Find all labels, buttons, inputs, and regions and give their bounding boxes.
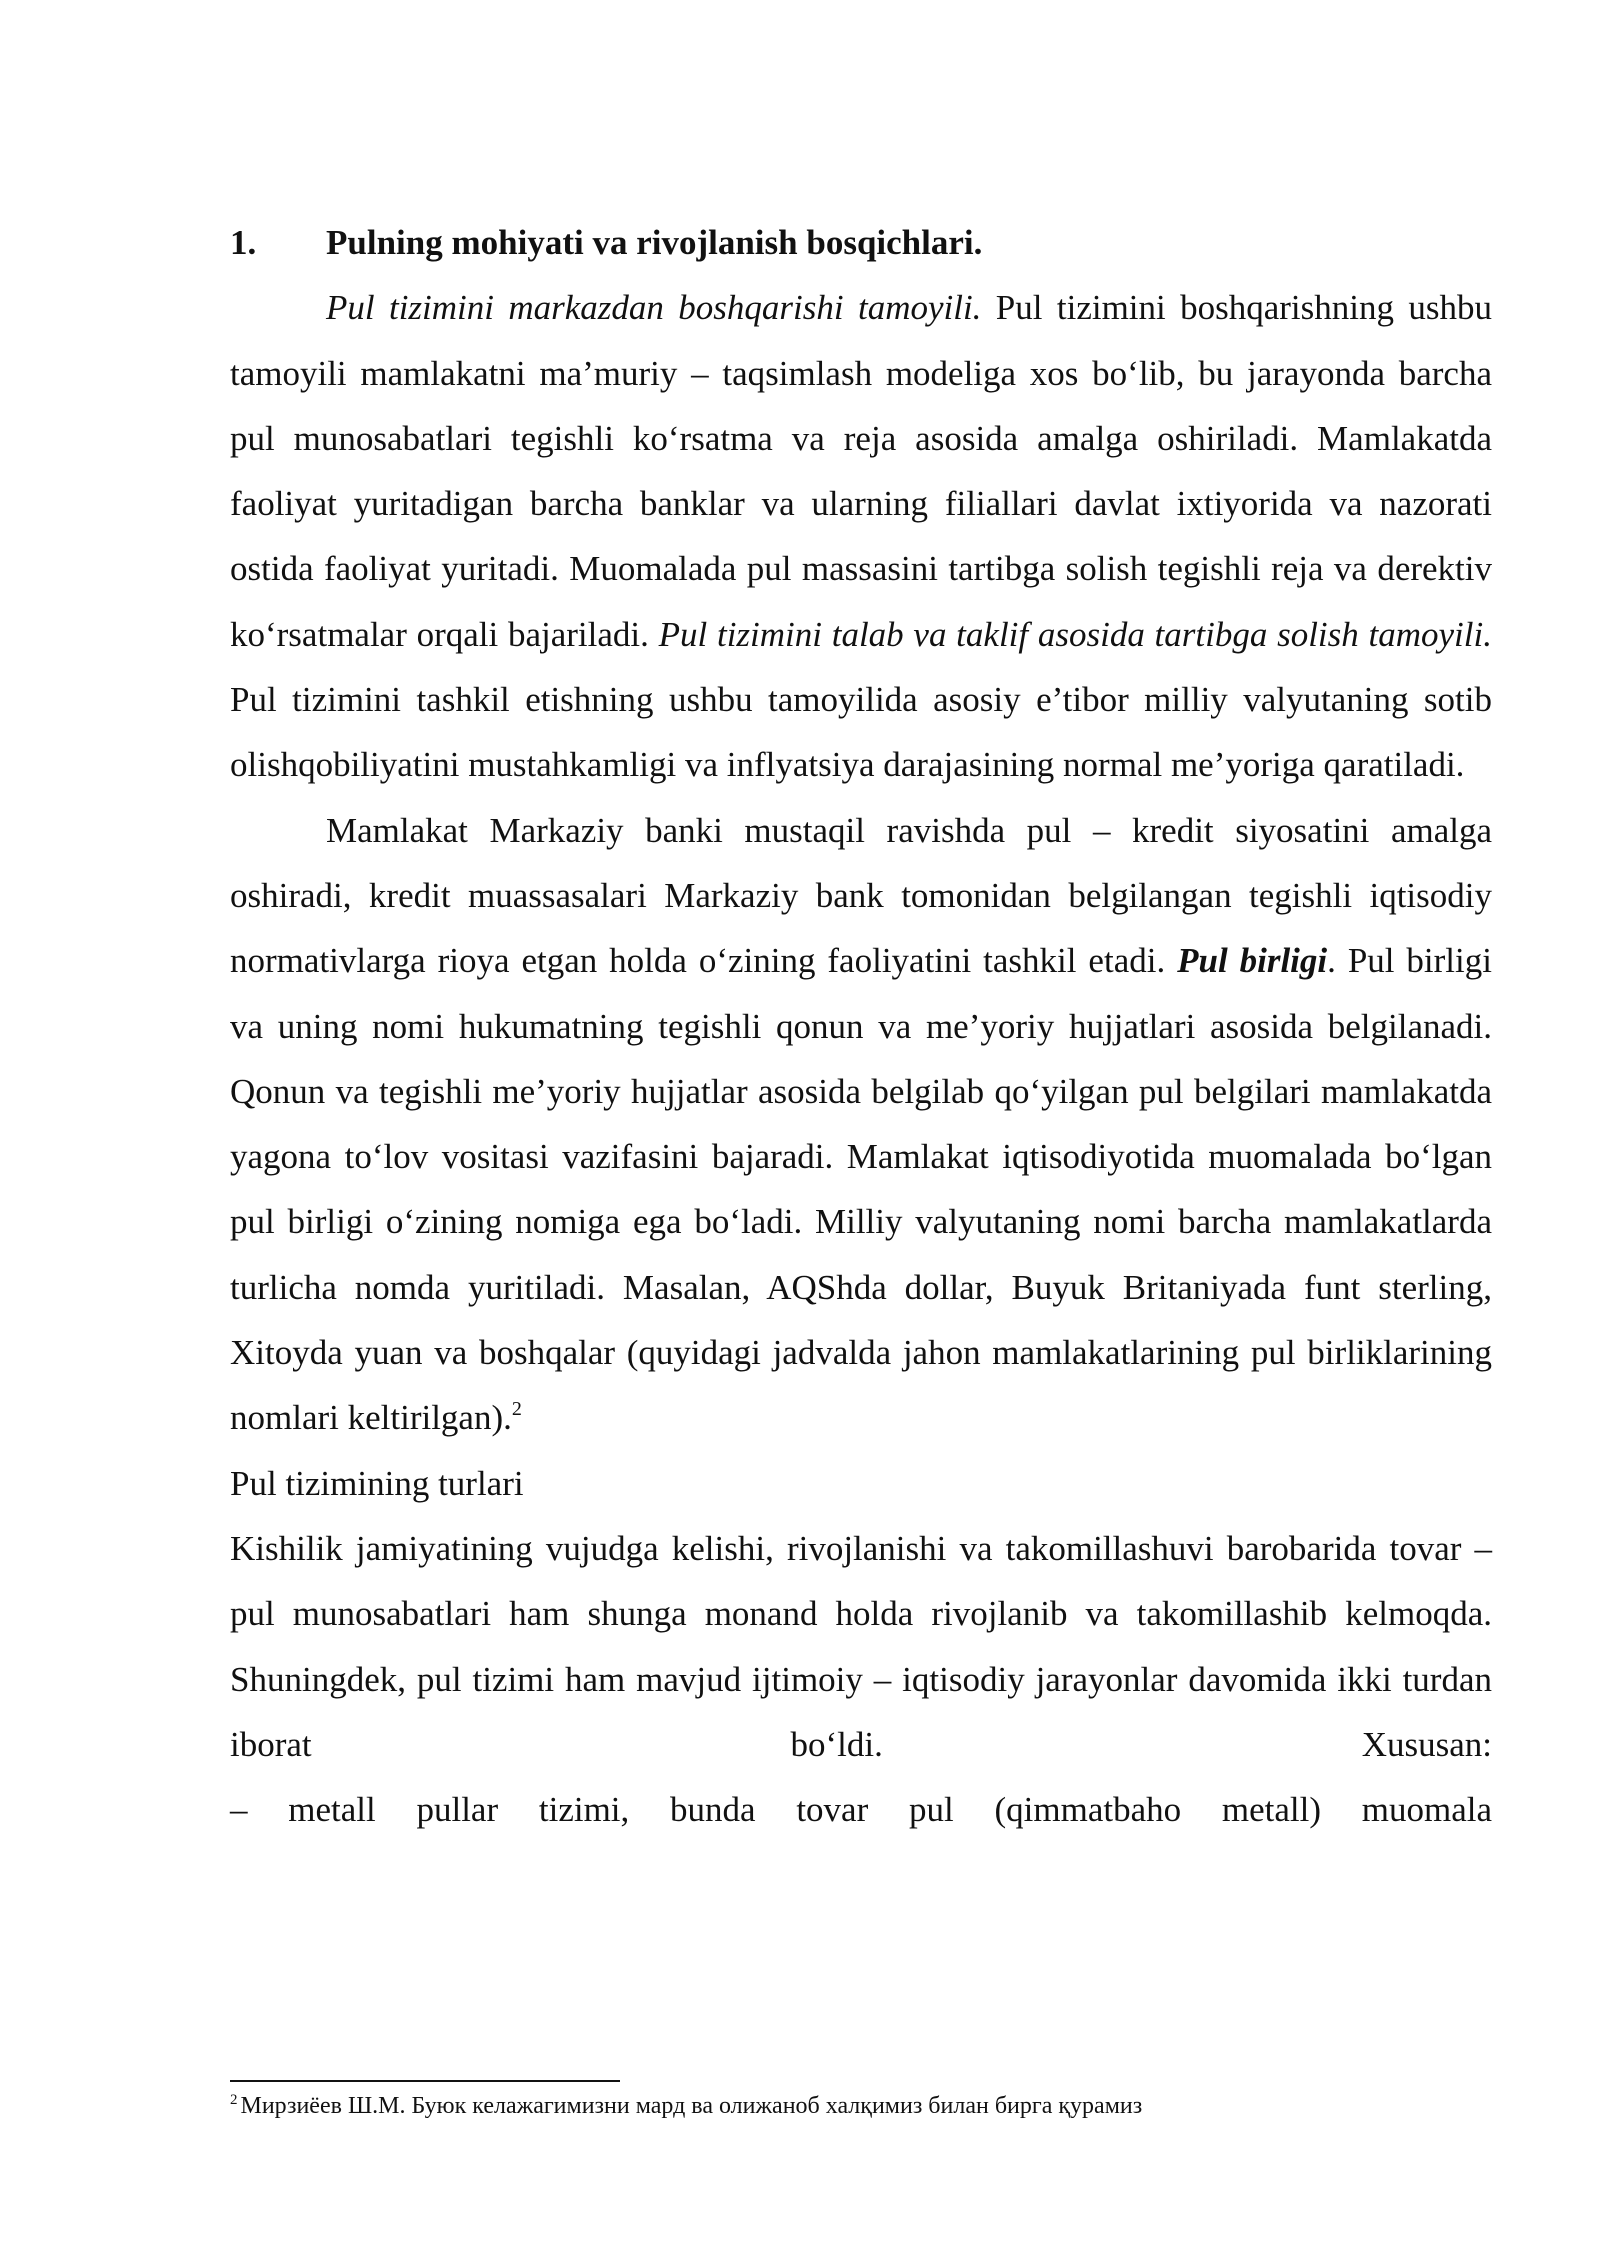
paragraph-principles-text-1: Pul tizimini boshqarishning ushbu tamoyili mamlakatni ma’muriy – taqsimlash modeliga xos bo‘lib, bu jarayonda barcha pul munosabatlari tegishli ko‘rsatma va reja asosida amalga oshiriladi. Mamlakatda faoliyat yuritadigan barcha banklar va ularning filiallari davlat ixtiyorida va nazorati ostida faoliyat yuritadi. Muomalada pul massasini tartibga solish tegishli reja va derektiv ko‘rsatmalar orqali bajariladi. bbox=[230, 288, 1492, 654]
footnote-text: Мирзиёев Ш.М. Буюк келажагимизни мард ва олижаноб халқимиз билан бирга қурамиз bbox=[240, 2093, 1143, 2119]
footnote-separator bbox=[230, 2080, 620, 2082]
paragraph-principles-text-2: Pul tizimini tashkil etishning ushbu tamoyilida asosiy e’tibor milliy valyutaning sotib olishqobiliyatini mustahkamligi va inflyatsiya darajasining normal me’yoriga qaratiladi. bbox=[230, 680, 1492, 785]
principle-central-management-title: Pul tizimini markazdan boshqarishi tamoyili. bbox=[326, 288, 982, 328]
footnote-number: 2 bbox=[230, 2092, 238, 2108]
principle-supply-demand-title: Pul tizimini talab va taklif asosida tartibga solish tamoyili. bbox=[658, 614, 1492, 654]
section-title: Pulning mohiyati va rivojlanish bosqichlari. bbox=[326, 223, 983, 262]
section-number: 1. bbox=[230, 223, 257, 262]
paragraph-monetary-unit-text-2: . Pul birligi va uning nomi hukumatning tegishli qonun va me’yoriy hujjatlari asosida belgilanadi. Qonun va tegishli me’yoriy hujjatlar asosida belgilab qo‘yilgan pul belgilari mamlakatda yagona to‘lov vositasi vazifasini bajaradi. Mamlakat iqtisodiyotida muomalada bo‘lgan pul birligi o‘zining nomiga ega bo‘ladi. Milliy valyutaning nomi barcha mamlakatlarda turlicha nomda yuritiladi. Masalan, AQShda dollar, Buyuk Britaniyada funt sterling, Xitoyda yuan va boshqalar (quyidagi jadvalda jahon mamlakatlarining pul birliklarining nomlari keltirilgan). bbox=[230, 941, 1492, 1438]
footnote bbox=[230, 2088, 1492, 2124]
monetary-unit-term: Pul birligi bbox=[1177, 941, 1328, 981]
paragraph-system-types-text-1: Kishilik jamiyatining vujudga kelishi, rivojlanishi va takomillashuvi barobarida tovar – pul munosabatlari ham shunga monand holda rivojlanib va takomillashib kelmoqda. Shuningdek, pul tizimi ham mavjud ijtimoiy – iqtisodiy jarayonlar davomida ikki turdan iborat bo‘ldi. Xususan: bbox=[230, 1528, 1492, 1764]
metal-money-list-item: – metall pullar tizimi, bunda tovar pul (qimmatbaho metall) muomala bbox=[230, 1790, 1492, 1830]
subheading: Pul tizimining turlari bbox=[230, 1463, 524, 1503]
paragraph-principles bbox=[230, 275, 1492, 797]
footnote-reference[interactable]: 2 bbox=[511, 1398, 522, 1421]
paragraph-monetary-unit-text-1: Mamlakat Markaziy banki mustaqil ravishda pul – kredit siyosatini amalga oshiradi, kredit muassasalari Markaziy bank tomonidan belgilangan tegishli iqtisodiy normativlarga rioya etgan holda o‘zining faoliyatini tashkil etadi. bbox=[230, 810, 1492, 981]
section-heading bbox=[230, 210, 1492, 275]
paragraph-monetary-unit bbox=[230, 798, 1492, 1451]
document-body bbox=[230, 210, 1492, 1842]
paragraph-system-types bbox=[230, 1516, 1492, 1842]
